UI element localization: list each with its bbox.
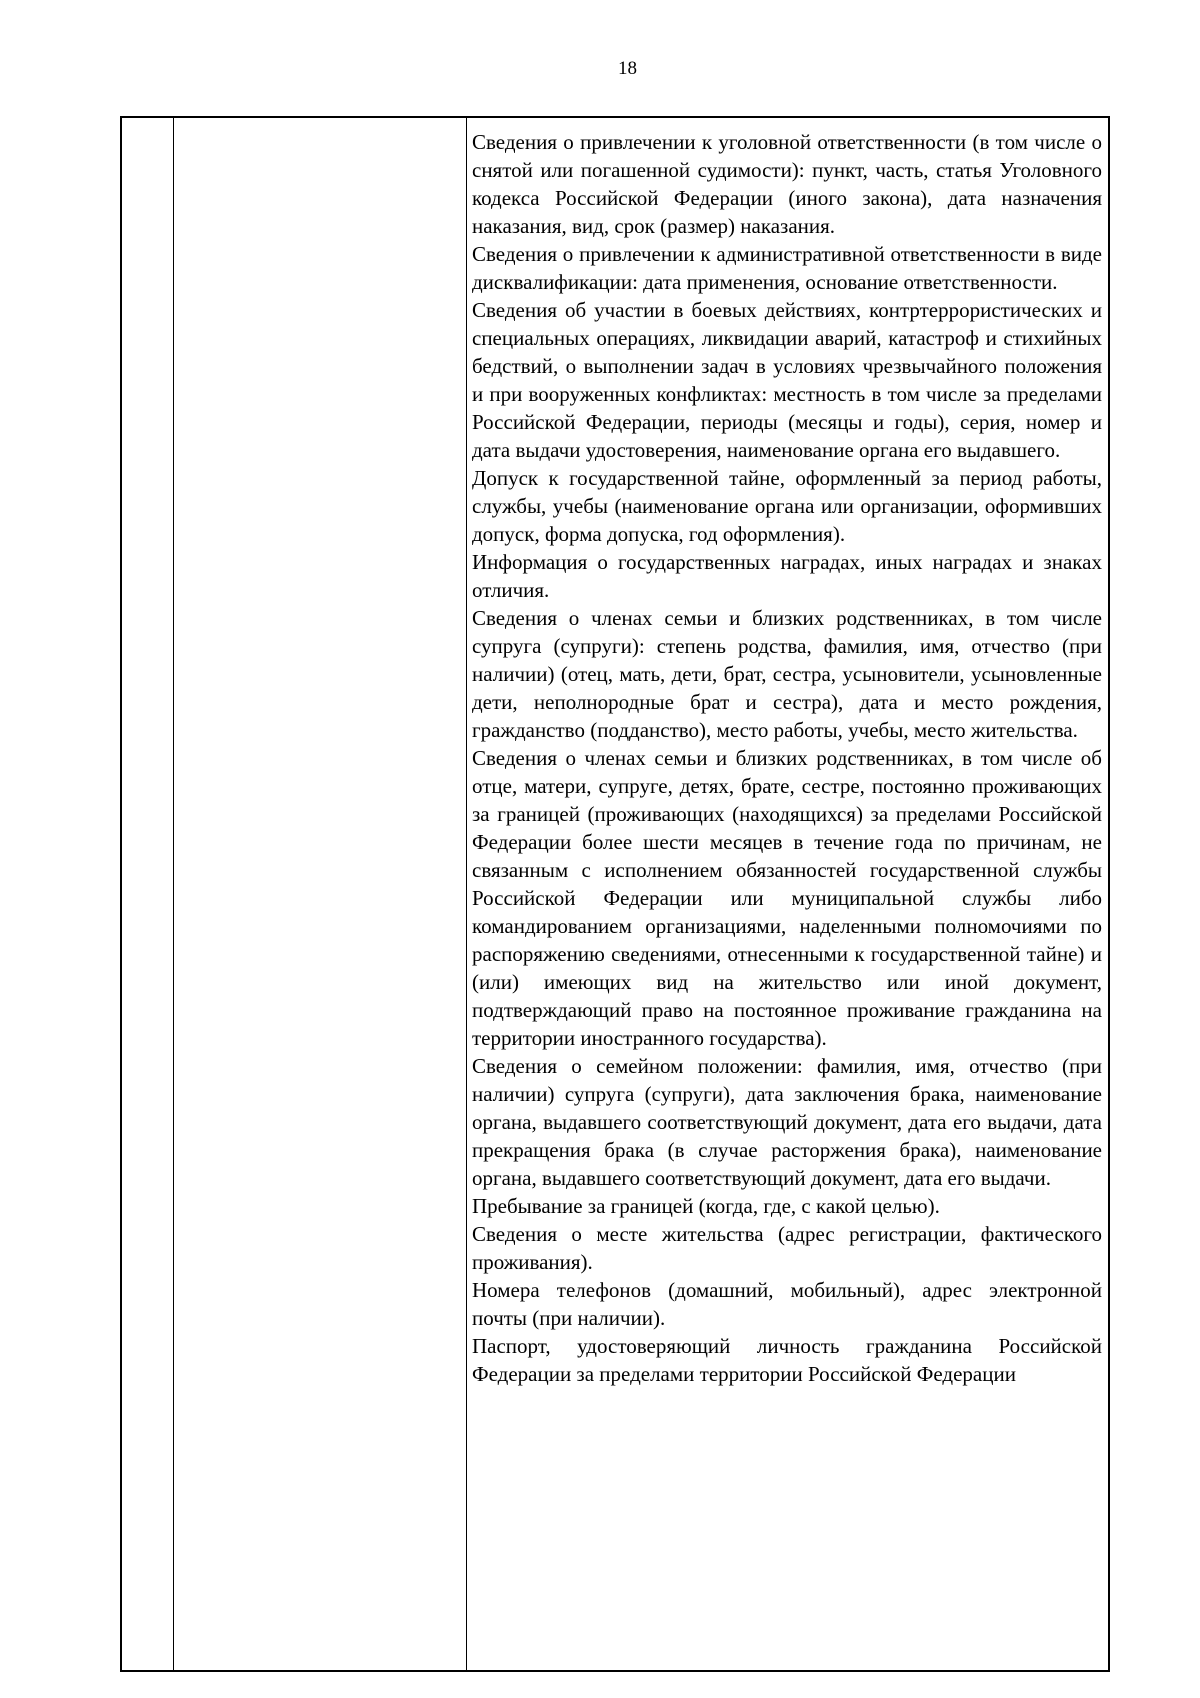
paragraph-foreign-passport: Паспорт, удостоверяющий личность гражданина Российской Федерации за пределами территории Российской Федерации: [472, 1334, 1102, 1386]
document-table: [120, 116, 1110, 1672]
paragraph-residence: Сведения о месте жительства (адрес регистрации, фактического проживания).: [472, 1222, 1102, 1274]
paragraph-state-secret-clearance: Допуск к государственной тайне, оформленный за период работы, службы, учебы (наименование органа или организации, оформивших допуск, форма допуска, год оформления).: [472, 466, 1102, 546]
paragraph-marital-status: Сведения о семейном положении: фамилия, имя, отчество (при наличии) супруга (супруги), дата заключения брака, наименование органа, выдавшего соответствующий документ, дата его выдачи, дата прекращения брака (в случае расторжения брака), наименование органа, выдавшего соответствующий документ, дата его выдачи.: [472, 1054, 1102, 1190]
table-column-divider: [466, 118, 467, 1670]
paragraph-phone-email: Номера телефонов (домашний, мобильный), адрес электронной почты (при наличии).: [472, 1278, 1102, 1330]
paragraph-stay-abroad: Пребывание за границей (когда, где, с какой целью).: [472, 1194, 940, 1218]
table-cell-content: [472, 128, 1102, 1388]
paragraph-state-awards: Информация о государственных наградах, иных наградах и знаках отличия.: [472, 550, 1102, 602]
page-number: 18: [618, 58, 637, 79]
paragraph-relatives-abroad: Сведения о членах семьи и близких родственниках, в том числе об отце, матери, супруге, детях, брате, сестре, постоянно проживающих за границей (проживающих (находящихся) за пределами Российской Федерации более шести месяцев в течение года по причинам, не связанным с исполнением обязанностей государственной службы Российской Федерации или муниципальной службы либо командированием организациями, наделенными полномочиями по распоряжению сведениями, отнесенными к государственной тайне) и (или) имеющих вид на жительство или иной документ, подтверждающий право на постоянное проживание гражданина на территории иностранного государства).: [472, 746, 1102, 1050]
paragraph-administrative-liability: Сведения о привлечении к административной ответственности в виде дисквалификации: дата применения, основание ответственности.: [472, 242, 1102, 294]
table-column-divider: [173, 118, 174, 1670]
paragraph-criminal-record: Сведения о привлечении к уголовной ответственности (в том числе о снятой или погашенной судимости): пункт, часть, статья Уголовного кодекса Российской Федерации (иного закона), дата назначения наказания, вид, срок (размер) наказания.: [472, 130, 1102, 238]
paragraph-family-members: Сведения о членах семьи и близких родственниках, в том числе супруга (супруги): степень родства, фамилия, имя, отчество (при наличии) (отец, мать, дети, брат, сестра, усыновители, усыновленные дети, неполнородные брат и сестра), дата и место рождения, гражданство (подданство), место работы, учебы, место жительства.: [472, 606, 1102, 742]
paragraph-combat-participation: Сведения об участии в боевых действиях, контртеррористических и специальных операциях, ликвидации аварий, катастроф и стихийных бедствий, о выполнении задач в условиях чрезвычайного положения и при вооруженных конфликтах: местность в том числе за пределами Российской Федерации, периоды (месяцы и годы), серия, номер и дата выдачи удостоверения, наименование органа его выдавшего.: [472, 298, 1102, 462]
